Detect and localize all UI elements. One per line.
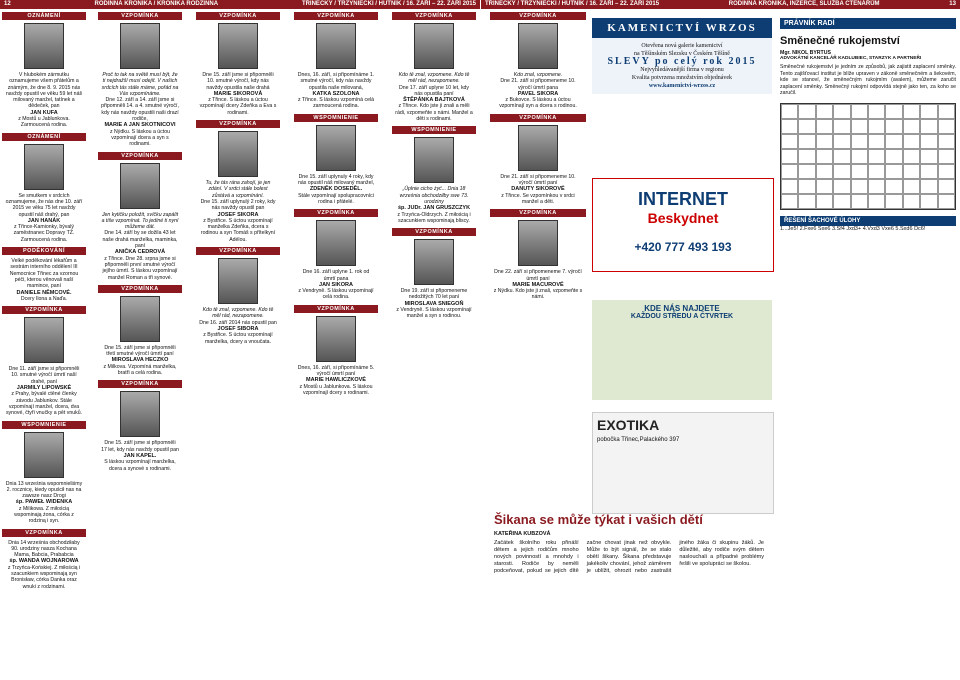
column-header: VZPOMÍNKA (98, 152, 182, 160)
notice-footer: z Třince. Se vzpomínkou v srdci manžel a děti. (501, 192, 575, 205)
notice (199, 307, 277, 345)
notice-text: Dne 15. září uplynuly 4 roky, kdy nás opustil náš milovaný manžel, (297, 173, 375, 187)
notice-text: Dne 16. září 2014 nás opustil pan (199, 319, 277, 326)
notice-text: Dnia 13 września wspomnieliśmy 2. rocznicę, kiedy opuścił nas na zawsze nasz Drogi (5, 480, 83, 500)
notice-name: KATKA SZOLONA (312, 90, 360, 97)
notice-footer: z Mostů u Jablunkova. Zarmoucená rodina. (18, 116, 70, 129)
notice (101, 440, 179, 471)
stonemason-ad[interactable] (592, 18, 772, 94)
column-header: VZPOMÍNKA (294, 12, 378, 20)
notice-name: JOSEF SIKORA (217, 211, 259, 218)
notice-footer: z Bukovce. S láskou a úctou vzpomínají syn a dcera s rodinou. (499, 97, 577, 110)
article-body: Začátek školního roku přináší dětem a jejich rodičům mnoho nových povinností a mnohdy i starosti. Rodiče by neměli podceňovat, pokud se jejich dítě začne chovat jinak než obvykle. Může to být signál, že se stalo obětí šikany. Šikana představuje jakékoliv chování, jehož záměrem je ublížit, ohrozit nebo zastrašit jiného žáka či skupinu žáků. Je důležité, aby rodiče svým dětem naslouchali a případné problémy řešili ve spolupráci se školou. (494, 540, 764, 574)
portrait-photo (316, 125, 356, 171)
column-header: WSPOMNIENIE (2, 421, 86, 429)
portrait-photo (120, 23, 160, 69)
notice (493, 72, 583, 110)
notice-verse: Proč to tak na světě musí být, že ti nejdražší musí odejít. V našich srdcích tás stále máme, pořád na Vás vzpomínáme. (101, 72, 179, 97)
portrait-photo (24, 23, 64, 69)
location-map-ad[interactable] (592, 300, 772, 400)
notice-footer: z Bystřice. S úctou vzpomínají manželka Zdeňka, dcera s rodinou a syn Tomáš s přítelkyní Adélou. (200, 217, 276, 243)
section-title: Směnečné rukojemství (780, 35, 900, 47)
notice-text: Dnes, 16. září, si připomínáme 1. smutné výročí, kdy nás navždy opustila naše milovaná, (297, 72, 375, 91)
portrait-photo (24, 317, 64, 363)
column-header: OZNÁMENÍ (2, 12, 86, 20)
section-title-right: RODINNÁ KRONIKA, INZERCE, SLUŽBA ČTENÁŘŮM (728, 1, 880, 7)
author-role: ADVOKÁTNÍ KANCELÁŘ KADLUBIEC, STARZYK A PARTNEŘI (780, 56, 922, 61)
notice-name: DANUTY SIKOROVÉ (511, 186, 565, 193)
notice-text: V hlubokém zármutku oznamujeme všem přátelům a známým, že dne 8. 9. 2015 nás navždy opustil ve věku 59 let náš milovaný manžel, tatínek a dědeček, pan (5, 72, 83, 110)
notice-footer: z Vendryně. S láskou vzpomínají celá rodina. (298, 288, 374, 301)
portrait-photo (518, 23, 558, 69)
portrait-photo (316, 316, 356, 362)
notice-name: MARIE SIKOROVÁ (213, 90, 263, 97)
notice (297, 269, 375, 300)
notice-text: Dne 22. září si připomeneme 7. výročí úmrtí paní (494, 269, 582, 282)
portrait-photo (120, 296, 160, 342)
column-header: VZPOMÍNKA (392, 228, 476, 236)
notice (5, 193, 83, 243)
column-header: WSPOMNIENIE (392, 126, 476, 134)
notice (101, 212, 179, 281)
notice-text: Dne 21. září si připomeneme 10. výročí úmrtí pana (500, 78, 576, 91)
notice-text: Dne 15. září jsme si připomněli 17 let, kdy nás navždy opustil pan (101, 440, 179, 453)
notice-text: Dne 17. září uplyne 10 let, kdy nás opustila paní (398, 84, 470, 97)
notice-name: JAN SIKORA (319, 281, 353, 288)
article-title: Šikana se může týkat i vašich dětí (494, 512, 703, 527)
notice-footer: S láskou vzpomínají manželka, dcera a synové s rodinami. (104, 459, 176, 472)
notice-footer: z Nýdku. Kdo jste ji znali, vzpomeňte s námi. (493, 288, 583, 301)
notice (395, 186, 473, 224)
column-5 (392, 12, 476, 680)
notice-text: Dnes, 16. září, si připomínáme 5. výročí úmrtí paní (297, 364, 375, 378)
notice-text: Dne 12. září a 14. září jsme si připomněli 14. a 4. smutné výročí, kdy nás navždy opustili naši drazí rodiče, (101, 97, 179, 123)
column-4 (294, 12, 378, 680)
portrait-photo (518, 220, 558, 266)
column-header: VZPOMÍNKA (2, 306, 86, 314)
ad-body (592, 38, 772, 94)
chess-header: ŘEŠENÍ ŠACHOVÉ ÚLOHY (780, 216, 956, 226)
section-title-left: RODINNÁ KRONIKA / KRONIKA RODZINNA (94, 1, 219, 7)
notice-text: Dne 11. září jsme si připomněli 10. smutné výročí úmrtí naší drahé, paní (8, 366, 80, 385)
column-header: VZPOMÍNKA (294, 305, 378, 313)
notice-verse: Jen kytičku položit, svíčku zapálit a tiše vzpomínat. To jediné ti nyní můžeme dát. (101, 211, 179, 231)
notice (297, 174, 375, 205)
notice-footer: z Mostů u Jablunkova. S láskou vzpomínají dcery s rodinami. (299, 383, 373, 396)
top-bar (0, 0, 960, 9)
column-header: VZPOMÍNKA (490, 12, 586, 20)
portrait-photo (218, 23, 258, 69)
notice-name: JARMILY LIPOWSKÉ (16, 385, 72, 392)
ad-line: Kvalita potvrzena množstvím objednávek (631, 75, 733, 81)
portrait-photo (518, 125, 558, 171)
ad-phone: +420 777 493 193 (634, 240, 732, 254)
notice-footer: z Třince. S láskou a úctou vzpomínají dcery Zdeňka a Eva s rodinami. (199, 97, 277, 116)
notice-footer: z Třince. Kdo jste ji znali a měli rádi, vzpomeňte s námi. Manžel a děti s rodinami. (395, 103, 473, 123)
column-header: VZPOMÍNKA (490, 209, 586, 217)
notice-name: JAN KAPEL. (123, 452, 157, 459)
portrait-photo (414, 239, 454, 285)
notice-footer: Stále vzpomínají spolupracovníci rodina i přátelé. (298, 192, 374, 205)
paper-title-right: TŘINECKÝ / TRZYNIECKI / HUTNÍK / 16. ZÁŘÍ – 22. ZÁŘÍ 2015 (485, 1, 660, 7)
exotika-ad[interactable] (592, 412, 774, 514)
notice-verse: Kdo tě znal, vzpomene. Kdo tě měl rád, nezapomene. (398, 72, 470, 85)
ad-title: KDE NÁS NAJDETE (644, 304, 720, 313)
notice-footer: z Třince-Kamionky, bývalý zaměstnanec Dopravy TŽ. Zarmoucená rodina. (13, 224, 75, 243)
notice-text: Dne 21. září si připomeneme 10. výročí úmrtí paní (500, 173, 576, 187)
column-header: VZPOMÍNKA (2, 529, 86, 537)
notice-footer: z Milkova. Vzpomíná manželka, bratři a celá rodina. (103, 363, 177, 377)
section-header: PRÁVNÍK RADÍ (780, 18, 956, 29)
ad-line: Otevřena nová galerie kamenictví (641, 43, 723, 49)
column-header: VZPOMÍNKA (392, 12, 476, 20)
notice-name: śp. PAWEŁ WIDENKA (15, 499, 73, 506)
notice (199, 180, 277, 243)
notice-text: Dne 15. září jsme si připomněli 10. smutné výročí, kdy nás navždy opustila naše drahá (202, 72, 274, 91)
notice (395, 72, 473, 122)
portrait-photo (120, 163, 160, 209)
top-bar-right (480, 0, 960, 9)
notice (5, 540, 83, 590)
notice-footer: z Trzyńca-Oldrzych. Z miłością i szacunkiem wspominają bliscy. (397, 211, 471, 224)
column-header: PODĚKOVÁNÍ (2, 247, 86, 255)
notice (493, 174, 583, 205)
notice (199, 72, 277, 116)
notice-text: Velké poděkování lékařům a sestrám interního oddělení III Nemocnice Třinec za vzornou péči, kterou věnovali naší mamince, paní (9, 258, 79, 290)
notice-footer: z Trzyńca-Końskiej. Z miłością i szacunkiem wspominają syn Bronisław, córka Danka oraz wnuki z rodzinami. (7, 564, 81, 590)
portrait-photo (316, 220, 356, 266)
portrait-photo (316, 23, 356, 69)
internet-ad[interactable] (592, 178, 774, 272)
column-header: VZPOMÍNKA (98, 380, 182, 388)
portrait-photo (24, 432, 64, 478)
portrait-photo (120, 391, 160, 437)
notice-name: MIROSLAVA SNIEGOŇ (404, 300, 464, 307)
portrait-photo (414, 23, 454, 69)
crossword-grid[interactable] (780, 103, 956, 210)
notice-name: JOSEF SIBORA (217, 325, 259, 332)
notice-footer: z Milikowa. Z miłością wspominają żona, córka z rodziną i syn. (14, 505, 74, 525)
notice (493, 269, 583, 300)
ad-title: EXOTIKA (597, 417, 660, 433)
portrait-photo (414, 137, 454, 183)
notice-name: MIROSLAVA HECZKO (111, 357, 169, 364)
column-header: VZPOMÍNKA (196, 12, 280, 20)
ad-web[interactable]: www.kamenictvi-wrzos.cz (648, 83, 716, 89)
notice (101, 345, 179, 376)
column-header: VZPOMÍNKA (196, 247, 280, 255)
notice (5, 481, 83, 525)
notice-name: MARIE MACUROVÉ (512, 281, 564, 288)
notice-name: MARIE A JAN SKOTNICOVI (104, 122, 176, 129)
ad-title: KAMENICTVÍ WRZOS (592, 18, 772, 38)
column-3 (196, 12, 280, 680)
column-header: VZPOMÍNKA (98, 12, 182, 20)
ad-brand: Beskydnet (647, 210, 719, 226)
notice-footer: z Třince. S láskou vzpomíná celá zarmoucená rodina. (297, 97, 375, 110)
column-6 (490, 12, 586, 680)
paper-title-left: TŘINECKÝ / TRZYNIECKI / HUTNÍK / 16. ZÁŘÍ – 22. ZÁŘÍ 2015 (301, 1, 476, 7)
notice-name: śp. JUDr. JAN GRUSZCZYK (397, 205, 471, 212)
notice-name: ANIČKA CEDROVÁ (114, 249, 166, 256)
page-number-right: 13 (949, 1, 956, 7)
notice-name: DANIELE NĚMCOVÉ. (16, 289, 72, 296)
column-header: OZNÁMENÍ (2, 133, 86, 141)
ad-subtitle: KAŽDOU STŘEDU A ČTVRTEK (630, 313, 734, 320)
column-header: VZPOMÍNKA (98, 285, 182, 293)
ad-headline: SLEVY po celý rok 2015 (607, 56, 757, 67)
ad-line: na Těšínském Slezsku v Českém Těšíně (634, 51, 730, 57)
notice-verse: Kdo tě znal, vzpomene. Kdo tě měl rád, nezapomene. (202, 307, 274, 320)
notice-footer: z Třince. Dne 28. srpna jsme si připomněli první smutné výročí jejího úmrtí. S láskou vzpomínají manžel Roman a tři synové. (102, 255, 178, 281)
notice (101, 72, 179, 148)
portrait-photo (218, 131, 258, 177)
article-author: KATEŘINA KUBZOVÁ (494, 531, 551, 537)
page-number-left: 12 (4, 1, 11, 7)
column-2 (98, 12, 182, 680)
author-name: Mgr. NIKOL BYRTUS (780, 50, 831, 56)
notice-name: śp. WANDA WOJNAROWA (9, 558, 79, 565)
notice-footer: z Vendryně. S láskou vzpomínají manžel a syn s rodinou. (396, 307, 472, 320)
notice (5, 72, 83, 129)
notice-text: Se smutkem v srdcích oznamujeme, že nás dne 10. září 2015 ve věku 75 let navždy opustil náš drahý, pan (5, 192, 83, 218)
notice-name: ŠTĚPÁNKA BAJTKOVÁ (403, 97, 465, 104)
notice-text: Dne 19. září si připomeneme nedožitých 70 let paní (400, 288, 468, 301)
notice-name: JAN KUFA (30, 109, 58, 116)
column-header: VZPOMÍNKA (196, 120, 280, 128)
notice-name: PAVEL SIKORA (517, 90, 559, 97)
chess-solution: 1...Je5! 2.Fxe6 Sxe6 3.Sf4 Jxd3+ 4.Vxd3 Vxe6 5.Sxd6 Dc6! (780, 225, 926, 232)
ad-line: Nejvyhledávanější firma v regionu (640, 67, 724, 73)
notice-text: Dne 16. září uplyne 1. rok od úmrtí pana (302, 269, 370, 282)
notice-text: Dnia 14 września obchodziłaby 90. urodziny nasza Kochana Mama, Babcia, Prababcia (8, 539, 80, 559)
notice (5, 258, 83, 302)
legal-advice-column (780, 18, 956, 233)
portrait-photo (24, 144, 64, 190)
ad-title: INTERNET (638, 189, 728, 209)
article (494, 512, 764, 575)
notice-verse: Tu, že tás rána zahojí, je jen zdání. V srdci stále bolest zůstává a vzpomínání. (205, 180, 271, 199)
notice-text: Dne 15. září jsme si připomněli třetí smutné výročí úmrtí paní (104, 344, 176, 358)
notice (297, 365, 375, 396)
notice (395, 288, 473, 319)
notice-footer: Dcery Ilona a Naďa. (20, 295, 68, 302)
notice-verse: Kdo znal, vzpomene. (513, 72, 563, 78)
notice-verse: „Úplnie cicho żyć... Dnia 18 września obchodziłby swe 73. urodziny (399, 186, 469, 205)
column-header: VZPOMÍNKA (294, 209, 378, 217)
column-1 (2, 12, 86, 680)
notice-text: Dne 14. září by se dožila 43 let naše drahá manželka, maminka, paní (102, 230, 178, 250)
section-body: Směnečné rukojemství je jedním ze způsobů, jak zajistit zaplacení směnky. Tento zajišťovací institut je blíže upraven v zákoně směnečném a šekovém, kde se stanoví, že směnečným rukojmím (avalem), můžeme zaručit zaplacení směnky. Směnečný rukojmí odpovídá stejně jako ten, za koho se zaručil. (780, 64, 956, 97)
portrait-photo (218, 258, 258, 304)
top-bar-left (0, 0, 480, 9)
notice-footer: z Bystřice. S úctou vzpomínají manželka, dcery a vnoučata. (203, 332, 273, 345)
notice (5, 366, 83, 416)
notice-name: ZDENĚK DOSEDĚL. (309, 186, 363, 193)
notice-text: Dne 15. září uplynulý 2 roky, kdy nás navždy opustil pan (200, 198, 276, 212)
notice-name: JAN HANÁK (27, 217, 61, 224)
column-header: VZPOMÍNKA (490, 114, 586, 122)
notice-footer: z Nýdku. S láskou a úctou vzpomínají dcera a syn s rodinami. (110, 128, 170, 148)
column-header: WSPOMNIENIE (294, 114, 378, 122)
notice (297, 72, 375, 110)
notice-footer: z Prahy, bývalé ctěné členky závodu Jablunkov. Stále vzpomínají manžel, dcera, dva synové, čtyři vnučky a pět vnuků. (5, 391, 83, 417)
ad-text: pobočka Třinec,Palackého 397 (597, 437, 680, 443)
notice-name: MARIE HAWLICZKOVÉ (306, 377, 366, 384)
